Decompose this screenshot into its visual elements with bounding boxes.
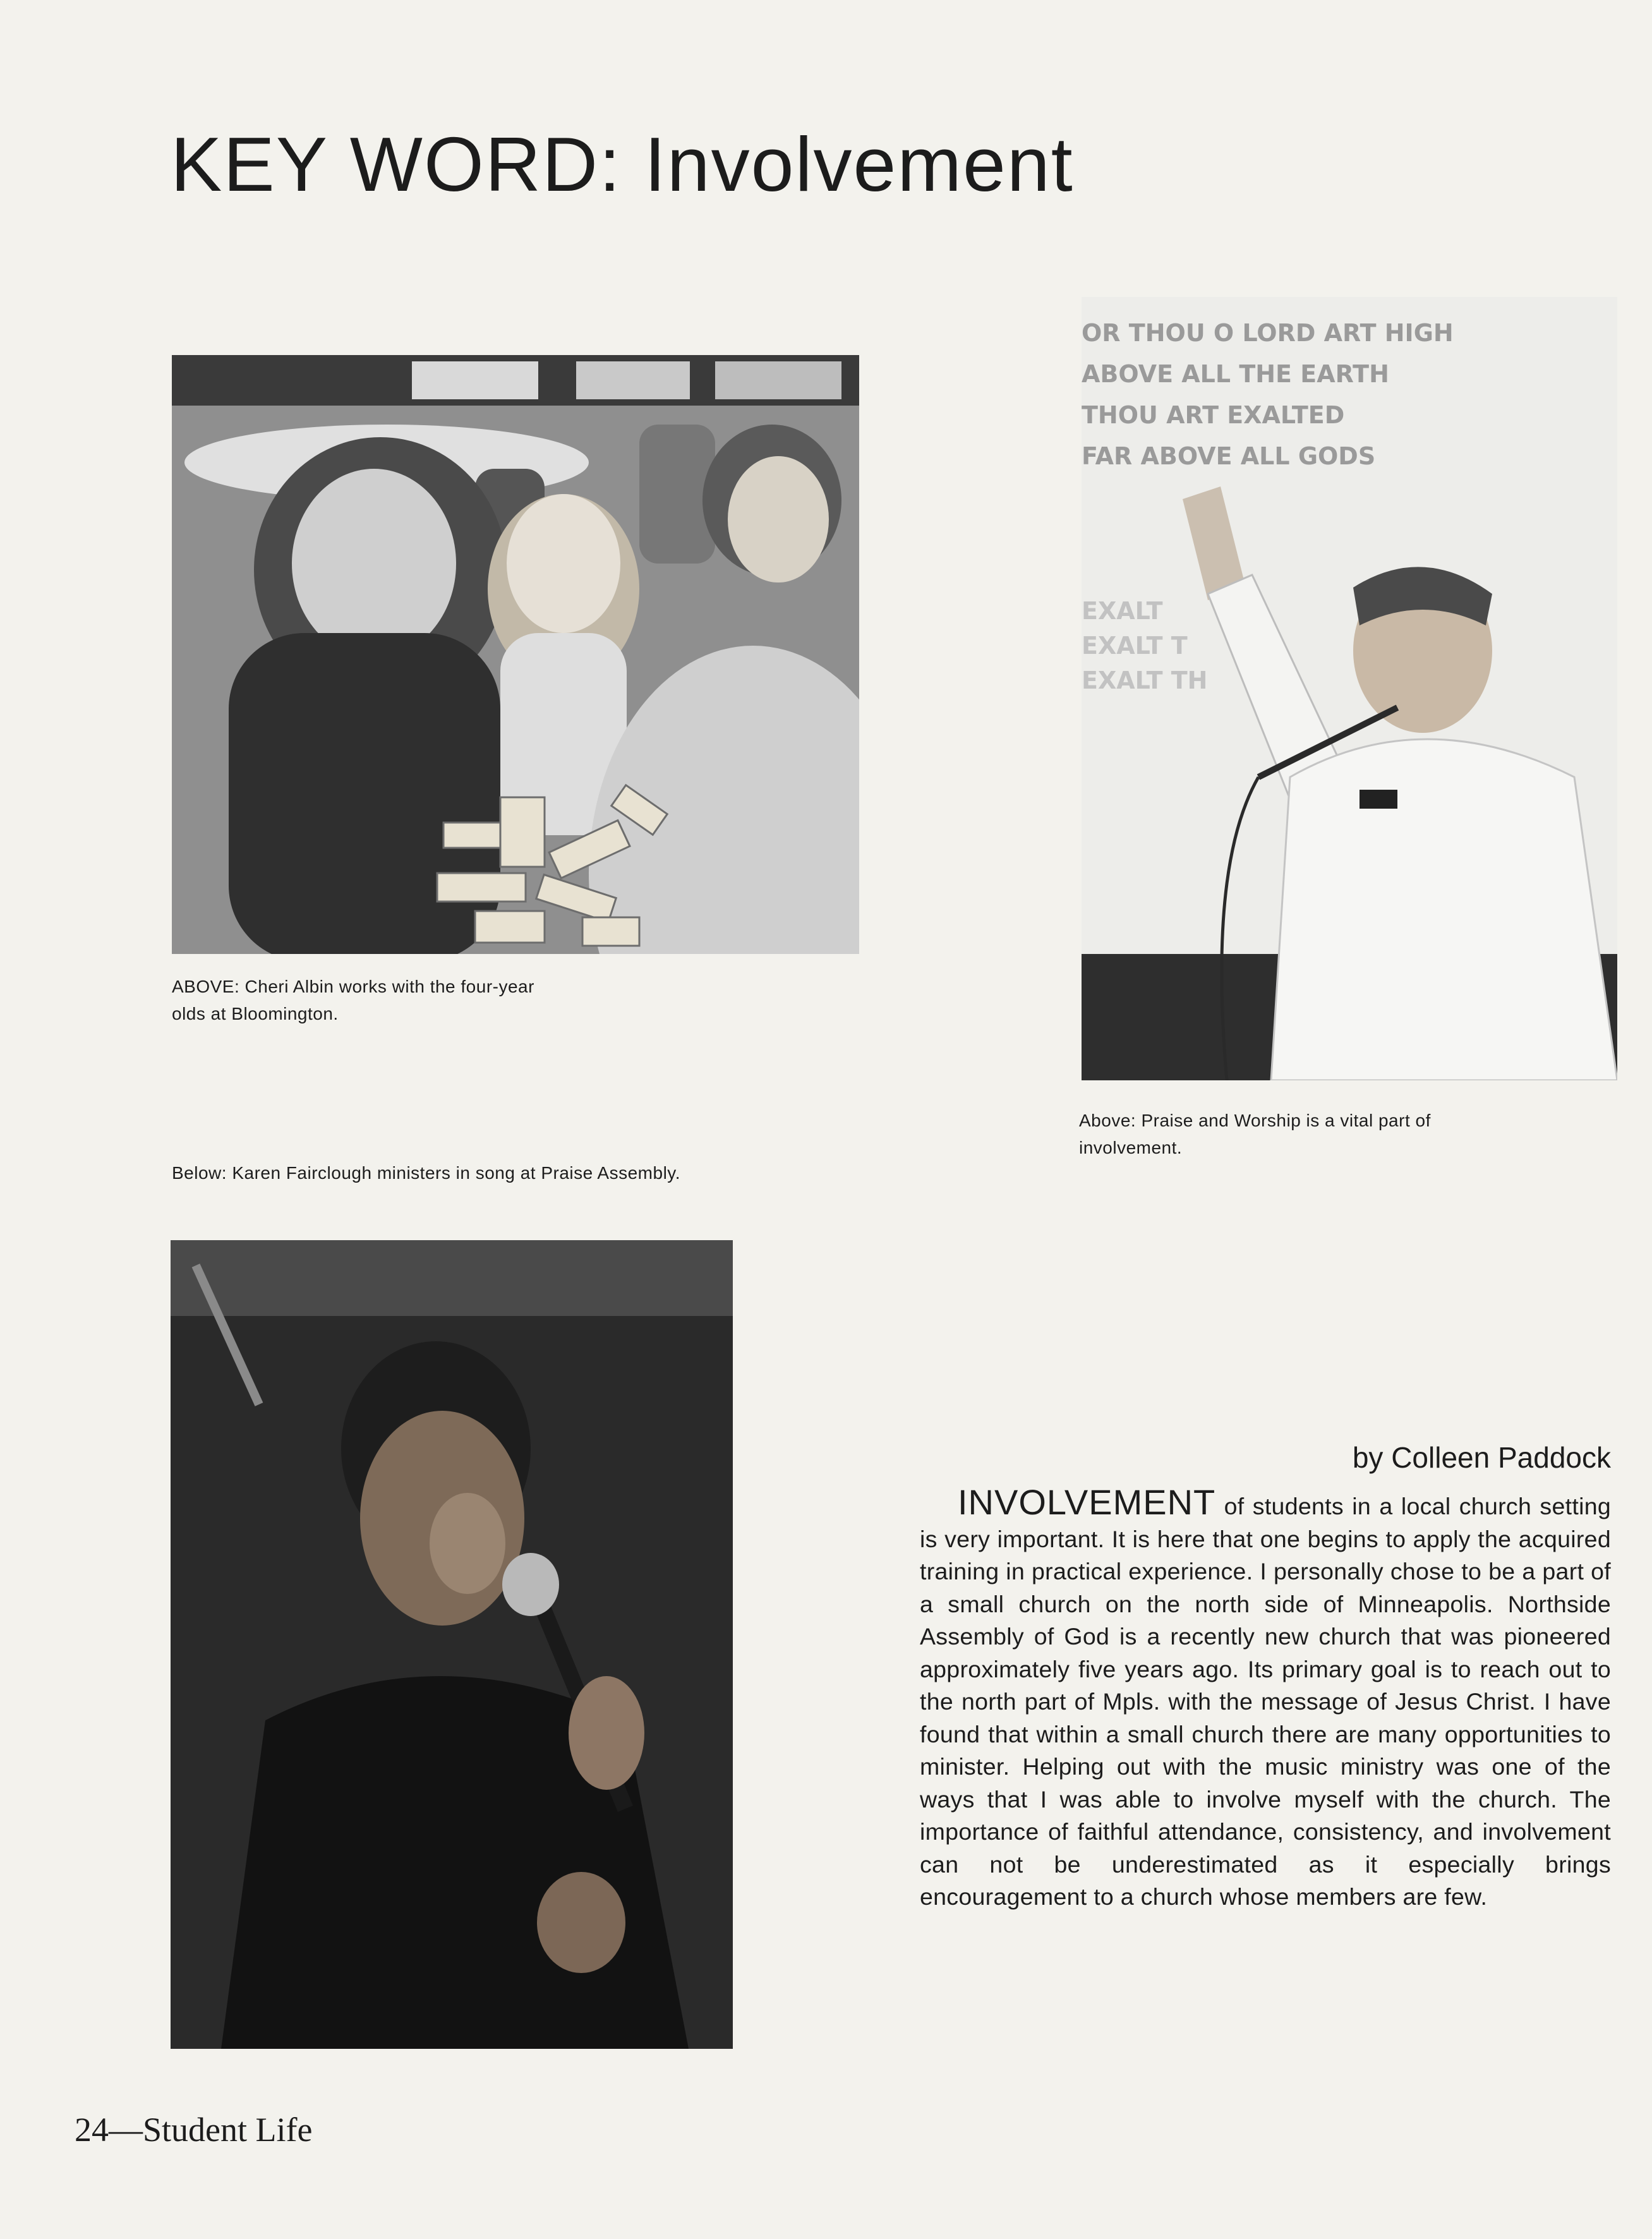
photo-classroom-blocks-icon (172, 355, 859, 954)
screen-line-1: OR THOU O LORD ART HIGH (1082, 319, 1454, 347)
screen-line-4: FAR ABOVE ALL GODS (1082, 442, 1376, 470)
screen-line-6: EXALT T (1082, 632, 1188, 660)
screen-line-7: EXALT TH (1082, 667, 1208, 694)
photo-singer (171, 1240, 733, 2049)
screen-line-5: EXALT (1082, 597, 1163, 625)
caption-worship: Above: Praise and Worship is a vital part of involvement. (1079, 1111, 1431, 1157)
screen-line-3: THOU ART EXALTED (1082, 401, 1345, 429)
page-title: KEY WORD: Involvement (171, 121, 1074, 207)
article-body (920, 1482, 1612, 1914)
photo-classroom (172, 355, 859, 954)
photo-worship (1082, 297, 1617, 1080)
photo-woman-microphone-icon (171, 1240, 733, 2049)
page-folio: 24—Student Life (75, 2111, 313, 2149)
photo-worship-singer-icon (1082, 297, 1617, 1080)
caption-classroom: ABOVE: Cheri Albin works with the four-year olds at Bloomington. (172, 977, 534, 1023)
article-byline: by Colleen Paddock (1352, 1441, 1611, 1474)
article-lead-word: INVOLVEMENT (958, 1482, 1216, 1522)
article-text: of students in a local church setting is very important. It is here that one begins to apply the acquired training in practical experience. I personally chose to be a part of a small church on the north side of Minneapolis. Northside Assembly of God is a recently new church that was pioneered approximately five years ago. Its primary goal is to reach out to the north part of Mpls. with the message of Jesus Christ. I have found that within a small church there are many opportunities to minister. Helping out with the music ministry was one of the ways that I was able to involve myself with the church. The importance of faithful attendance, consistency, and involvement can not be underestimated as it especially brings encouragement to a church whose members are few. (920, 1493, 1612, 1910)
screen-line-2: ABOVE ALL THE EARTH (1082, 360, 1389, 388)
caption-singer: Below: Karen Fairclough ministers in song at Praise Assembly. (172, 1163, 680, 1183)
